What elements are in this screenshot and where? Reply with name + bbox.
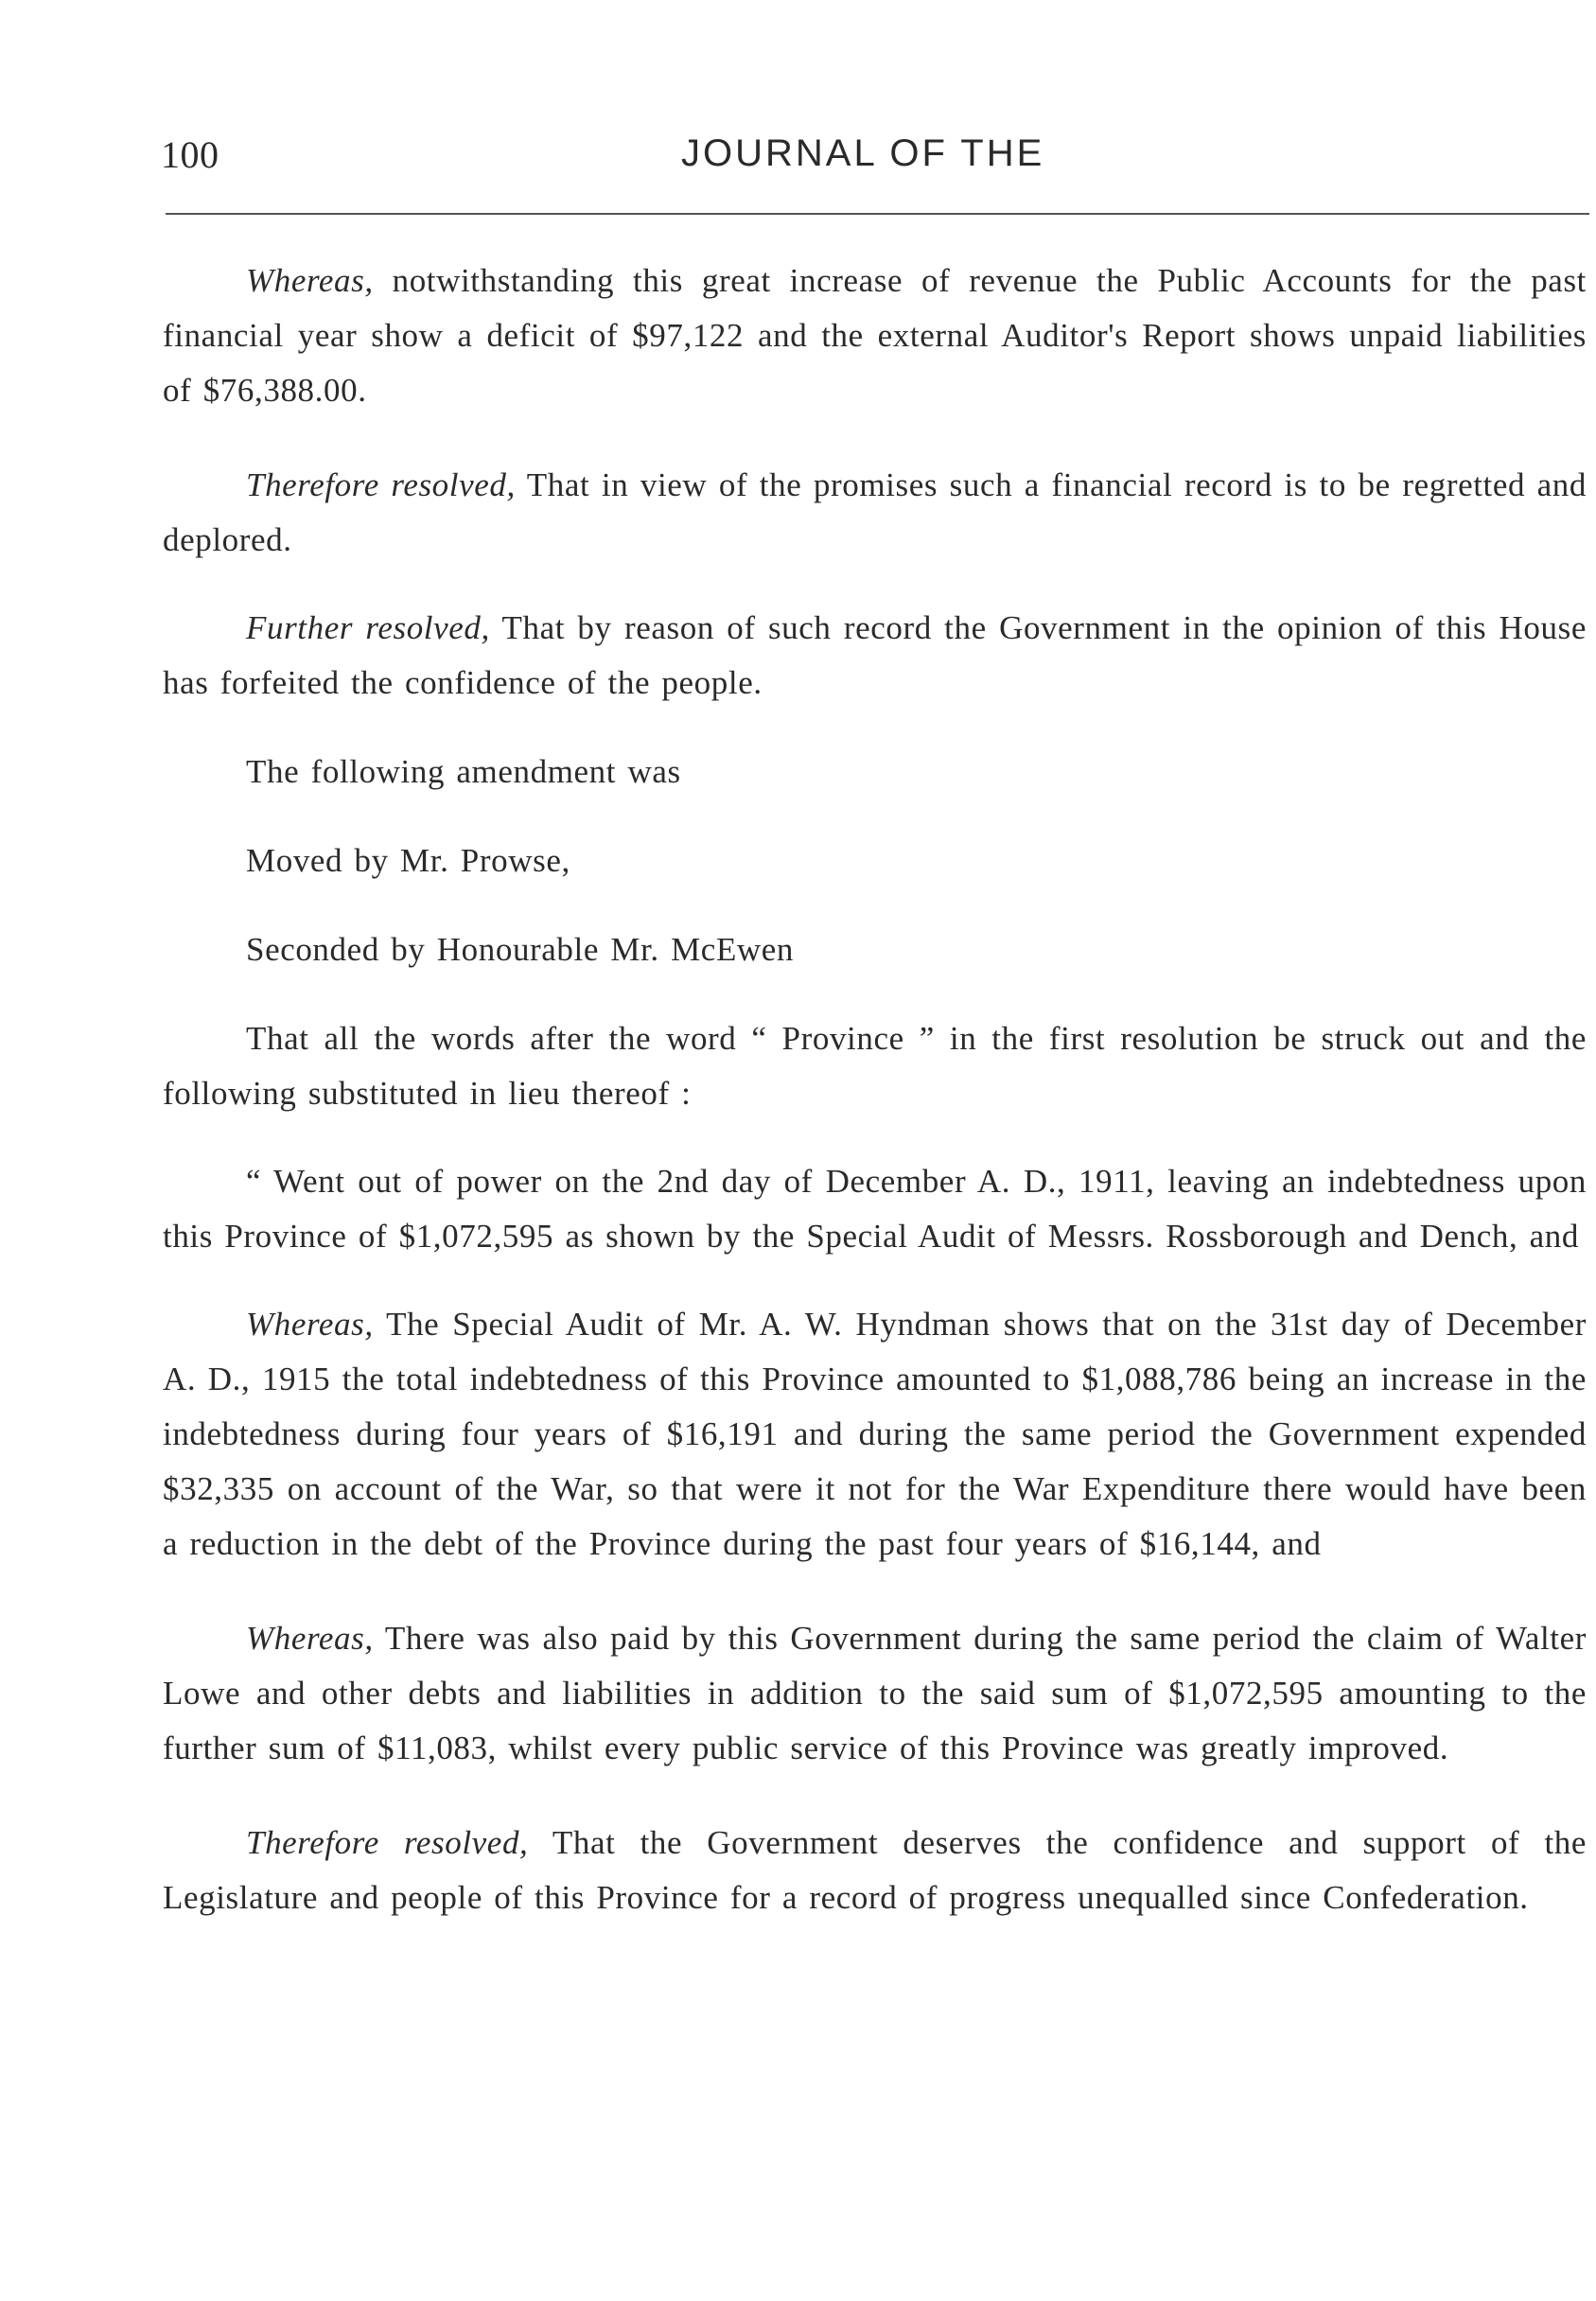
paragraph-whereas-also-paid <box>163 1611 1587 1776</box>
paragraph-further-resolved <box>163 601 1587 711</box>
paragraph-text: The Special Audit of Mr. A. W. Hyndman shows that on the 31st day of December A. D., 1915 the total indebtedness of this Province amounted to $1,088,786 being an increase in the indebtedness during four years of $16,191 and during the same period the Government expended $32,335 on account of the War, so that were it not for the War Expenditure there would have been a reduction in the debt of the Province during the past four years of $16,144, and <box>163 1306 1587 1562</box>
paragraph-amendment-intro <box>163 745 1587 799</box>
paragraph-text: The following amendment was <box>246 753 681 790</box>
paragraph-text: There was also paid by this Government during the same period the claim of Walter Lowe and other debts and liabilities in addition to the said sum of $1,072,595 amounting to the further sum of $11,083, whilst every public service of this Province was greatly improved. <box>163 1620 1587 1766</box>
paragraph-moved-by <box>163 834 1587 888</box>
paragraph-therefore-resolved-confidence <box>163 1816 1587 1925</box>
paragraph-lead: Whereas, <box>246 1306 374 1343</box>
paragraph-text: That the Government deserves the confidence and support of the Legislature and people of this Province for a record of progress unequalled since Confederation. <box>163 1824 1587 1916</box>
paragraph-whereas-deficit <box>163 254 1587 418</box>
paragraph-went-out-of-power <box>163 1154 1587 1264</box>
paragraph-text: Seconded by Honourable Mr. McEwen <box>246 931 795 968</box>
paragraph-text: notwithstanding this great increase of revenue the Public Accounts for the past financial year show a deficit of $97,122 and the external Auditor's Report shows unpaid liabilities of $76,388.00. <box>163 262 1587 409</box>
paragraph-lead: Therefore resolved, <box>246 1824 529 1861</box>
paragraph-lead: Whereas, <box>246 1620 374 1657</box>
paragraph-seconded-by <box>163 922 1587 977</box>
paragraph-whereas-special-audit <box>163 1297 1587 1572</box>
page-number: 100 <box>161 133 219 176</box>
paragraph-text: Moved by Mr. Prowse, <box>246 842 570 879</box>
body-text <box>163 254 1587 1925</box>
running-head: JOURNAL OF THE <box>681 132 1045 174</box>
paragraph-text: “ Went out of power on the 2nd day of December A. D., 1911, leaving an indebtedness upon this Province of $1,072,595 as shown by the Special Audit of Messrs. Rossborough and Dench, and <box>163 1163 1587 1255</box>
header-rule <box>166 213 1589 215</box>
paragraph-text: That in view of the promises such a financial record is to be regretted and deplored. <box>163 466 1587 558</box>
page-header <box>161 132 1589 189</box>
paragraph-struck-out <box>163 1011 1587 1121</box>
paragraph-text: That all the words after the word “ Province ” in the first resolution be struck out and the following substituted in lieu thereof : <box>163 1020 1587 1112</box>
paragraph-lead: Therefore resolved, <box>246 466 516 503</box>
paragraph-lead: Further resolved, <box>246 609 490 646</box>
paragraph-lead: Whereas, <box>246 262 374 299</box>
paragraph-therefore-resolved <box>163 458 1587 568</box>
paragraph-text: That by reason of such record the Government in the opinion of this House has forfeited the confidence of the people. <box>163 609 1587 701</box>
